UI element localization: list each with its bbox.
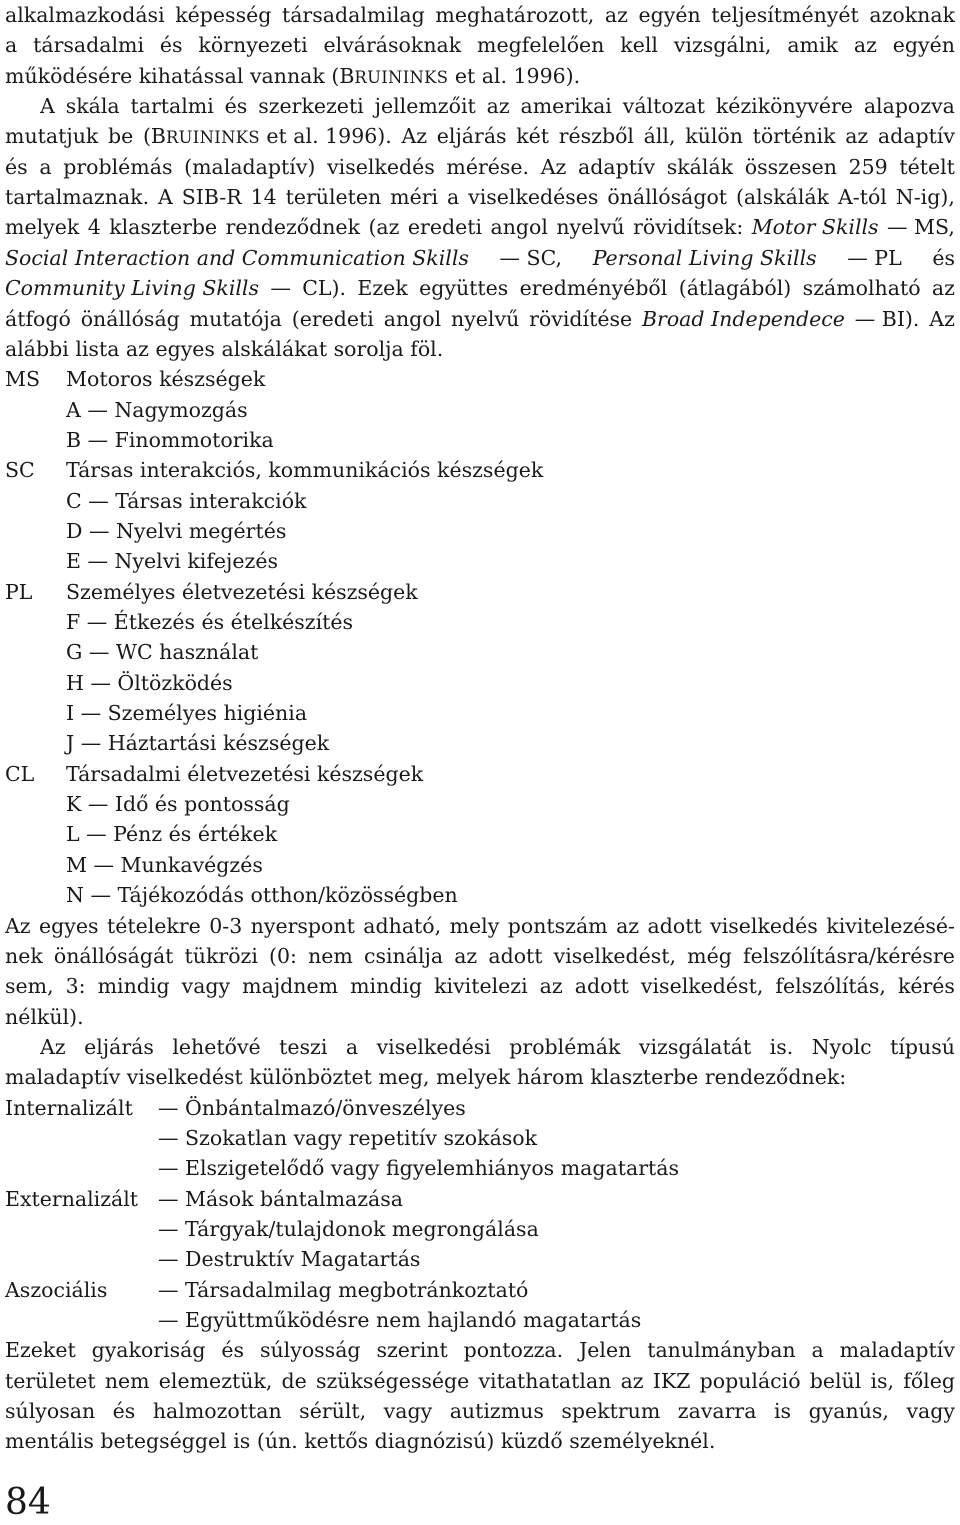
word: és <box>932 246 955 270</box>
word: és <box>112 1399 136 1423</box>
author-citation: (BRUININKS et al. 1996). <box>142 124 392 148</box>
word: be <box>108 124 134 148</box>
text-line <box>5 1396 955 1426</box>
word: alkalmazkodási <box>5 3 165 27</box>
word: adaptív <box>877 124 955 148</box>
word: melyek <box>5 215 80 239</box>
word: angol <box>383 307 442 331</box>
word: rövidítsek: <box>633 215 744 239</box>
text-line: nélkül). <box>5 1005 84 1029</box>
subscale-item: H — Öltözködés <box>66 671 233 695</box>
text-line <box>5 243 955 273</box>
word: gyanús, <box>808 1399 889 1423</box>
word: vagy <box>181 974 231 998</box>
word: elemeztük, <box>158 1369 273 1393</box>
word: viselkedést, <box>553 944 677 968</box>
word: súlyosság <box>259 1338 361 1362</box>
italic-term: Personal Living Skills <box>592 246 817 270</box>
word: zavarra <box>677 1399 757 1423</box>
word: IKZ <box>652 1369 691 1393</box>
subscale-item: F — Étkezés és ételkészítés <box>66 610 354 634</box>
word: lehetővé <box>172 1035 261 1059</box>
word: az <box>620 1369 644 1393</box>
word: és <box>5 155 28 179</box>
word: mindig <box>350 974 423 998</box>
word: mutatója <box>189 307 282 331</box>
word: klaszterbe <box>109 215 218 239</box>
word: viselkedést, <box>640 974 764 998</box>
word: egyén <box>638 3 701 27</box>
word: is. <box>769 1035 794 1059</box>
cluster-item: — Önbántalmazó/önveszélyes <box>158 1096 466 1120</box>
word: rövidítése <box>529 307 633 331</box>
word: tükrözi <box>184 944 258 968</box>
word: Az <box>929 307 955 331</box>
word: — <box>270 276 291 300</box>
word: adható, <box>363 914 442 938</box>
cluster-label: Aszociális <box>5 1278 108 1302</box>
word: áll, <box>643 124 676 148</box>
subscale-name: Motoros készségek <box>66 367 266 391</box>
word: gyakoriság <box>91 1338 206 1362</box>
word: az <box>616 914 640 938</box>
word: és <box>224 94 248 118</box>
subscale-code: PL <box>5 580 33 604</box>
word: (az <box>368 215 400 239</box>
cluster-item: — Tárgyak/tulajdonok megrongálása <box>158 1217 539 1241</box>
cluster-item: — Destruktív Magatartás <box>158 1247 421 1271</box>
word: Jelen <box>579 1338 632 1362</box>
word: társadalmilag <box>281 3 425 27</box>
word: tartalmi <box>130 94 214 118</box>
word: (eredeti <box>291 307 374 331</box>
word: viselkedés <box>327 155 435 179</box>
word: mutatjuk <box>5 124 99 148</box>
word: adott <box>647 914 702 938</box>
word: a <box>345 1035 359 1059</box>
word: skála <box>65 94 120 118</box>
cluster-label: Externalizált <box>5 1187 139 1211</box>
word: Ezek <box>357 276 408 300</box>
text-line <box>40 91 955 121</box>
word: az <box>486 94 510 118</box>
word: az <box>604 3 628 27</box>
subscale-item: K — Idő és pontosság <box>66 792 290 816</box>
word: is <box>773 1399 792 1423</box>
italic-term: Social Interaction and Communication Skills <box>5 246 469 270</box>
word: az <box>845 124 869 148</box>
page-number: 84 <box>5 1482 51 1523</box>
subscale-item: B — Finommotorika <box>66 428 274 452</box>
subscale-code: SC <box>5 458 35 482</box>
word: (átlagából) <box>678 276 792 300</box>
word: tételt <box>899 155 955 179</box>
word: adaptív <box>578 155 656 179</box>
word: két <box>516 124 550 148</box>
word: teszi <box>279 1035 328 1059</box>
word: pontozza. <box>463 1338 564 1362</box>
word: önállóságát <box>53 944 174 968</box>
word: szerkezeti <box>258 94 364 118</box>
word: szerint <box>376 1338 448 1362</box>
word: típusú <box>890 1035 955 1059</box>
word: Nyolc <box>811 1035 872 1059</box>
word: külön <box>685 124 743 148</box>
word: átfogó <box>5 307 71 331</box>
word: mérése. <box>446 155 530 179</box>
text-line: működésére kihatással vannak (BRUININKS et al. 1996). <box>5 64 581 88</box>
word: halmozottan <box>152 1399 282 1423</box>
word: önállóság <box>80 307 180 331</box>
word: Az <box>401 124 428 148</box>
word: nyelvű <box>451 307 520 331</box>
text-line <box>5 212 955 242</box>
word: nyelvű <box>556 215 625 239</box>
word: kell <box>620 33 658 57</box>
word: a <box>5 33 18 57</box>
word: sérült, <box>299 1399 367 1423</box>
word: nem <box>308 944 353 968</box>
subscale-item: I — Személyes higiénia <box>66 701 308 725</box>
text-line: mentális betegséggel is (ún. kettős diagnózisú) küzdő személyeknél. <box>5 1429 716 1453</box>
text-line <box>5 941 955 971</box>
italic-term: Motor Skills <box>751 215 879 239</box>
word: teljesítményét <box>711 3 859 27</box>
word: (maladaptív) <box>184 155 316 179</box>
word: azoknak <box>869 3 955 27</box>
word: populáció <box>699 1369 801 1393</box>
text-line <box>5 911 955 941</box>
author-citation: BRUININKS et al. 1996). <box>339 64 581 88</box>
text-line: maladaptív viselkedést különböztet meg, melyek három klaszterbe rendeződnek: <box>5 1065 847 1089</box>
word: vizsgálni, <box>673 33 772 57</box>
word: a <box>811 1338 824 1362</box>
word: tartalmaznak. <box>5 185 150 209</box>
word: de <box>281 1369 307 1393</box>
word: megfelelően <box>477 33 605 57</box>
word: történik <box>752 124 836 148</box>
text-line <box>5 152 955 182</box>
word: maladaptív <box>839 1338 955 1362</box>
word: adott <box>574 974 629 998</box>
word: skálák <box>666 155 734 179</box>
word: (0: <box>269 944 297 968</box>
cluster-item: — Társadalmilag megbotránkoztató <box>158 1278 529 1302</box>
word: Ezeket <box>5 1338 76 1362</box>
word: tanulmányban <box>647 1338 796 1362</box>
text-line <box>5 182 955 212</box>
word: eljárás <box>84 1035 154 1059</box>
word: viselkedési <box>376 1035 491 1059</box>
word: az <box>931 276 955 300</box>
word: összesen <box>744 155 837 179</box>
word: mindig <box>97 974 170 998</box>
word: kézikönyvére <box>715 94 853 118</box>
cluster-item: — Mások bántalmazása <box>158 1187 404 1211</box>
subscale-item: C — Társas interakciók <box>66 489 307 513</box>
word: adott <box>488 944 543 968</box>
word: — MS, <box>887 215 955 239</box>
subscale-name: Társas interakciós, kommunikációs készségek <box>66 458 544 482</box>
word: jellemzőit <box>374 94 476 118</box>
word: területet <box>5 1369 96 1393</box>
subscale-code: CL <box>5 762 35 786</box>
word: (alskálák <box>735 185 830 209</box>
text-line <box>5 1366 955 1396</box>
word: társadalmi <box>33 33 145 57</box>
word: a <box>446 185 460 209</box>
word: Az <box>5 914 31 938</box>
word: elvárásoknak <box>323 33 462 57</box>
word: környezeti <box>198 33 308 57</box>
cluster-label: Internalizált <box>5 1096 133 1120</box>
word: felszólítás, <box>775 974 886 998</box>
word: vagy <box>906 1399 955 1423</box>
word: autizmus <box>449 1399 544 1423</box>
word: együttes <box>419 276 509 300</box>
italic-term: Broad Independece <box>641 307 845 331</box>
word: 0-3 <box>209 914 243 938</box>
word: még <box>687 944 732 968</box>
word: viselkedés <box>710 914 818 938</box>
subscale-item: D — Nyelvi megértés <box>66 519 287 543</box>
word: CL). <box>302 276 347 300</box>
word: sem, <box>5 974 54 998</box>
word: nek <box>5 944 43 968</box>
word: 259 <box>848 155 888 179</box>
word: nyerspont <box>250 914 355 938</box>
word: pontszám <box>507 914 608 938</box>
word: SIB-R <box>181 185 242 209</box>
word: kivitelezésé- <box>826 914 955 938</box>
word: viselkedéses <box>468 185 599 209</box>
word: változat <box>622 94 705 118</box>
word: tételekre <box>106 914 201 938</box>
word: főleg <box>903 1369 955 1393</box>
subscale-code: MS <box>5 367 41 391</box>
word: A <box>158 185 173 209</box>
word: — SC, <box>499 246 563 270</box>
word: területen <box>285 185 382 209</box>
subscale-item: J — Háztartási készségek <box>66 731 330 755</box>
word: kivitelezi <box>434 974 528 998</box>
word: egyén <box>892 33 955 57</box>
subscale-item: M — Munkavégzés <box>66 853 263 877</box>
word: eredményéből <box>519 276 668 300</box>
word: a <box>39 155 52 179</box>
word: amik <box>787 33 838 57</box>
word: alapozva <box>863 94 955 118</box>
text-line <box>5 30 955 60</box>
word: számolható <box>802 276 921 300</box>
word: amerikai <box>520 94 612 118</box>
subscale-item: G — WC használat <box>66 640 259 664</box>
word: 14 <box>250 185 277 209</box>
word: 4 <box>87 215 101 239</box>
text-line <box>5 304 955 334</box>
word: N-ig), <box>895 185 955 209</box>
word: egyes <box>39 914 99 938</box>
word: és <box>221 1338 245 1362</box>
subscale-item: L — Pénz és értékek <box>66 822 278 846</box>
word: A-tól <box>838 185 887 209</box>
word: az <box>853 33 877 57</box>
cluster-item: — Elszigetelődő vagy figyelemhiányos magatartás <box>158 1156 679 1180</box>
word: — PL <box>847 246 902 270</box>
italic-term: Community Living Skills <box>5 276 260 300</box>
word: mely <box>449 914 500 938</box>
word: is, <box>870 1369 895 1393</box>
word: eredeti <box>407 215 483 239</box>
word: Az <box>540 155 567 179</box>
word: A <box>40 94 55 118</box>
word: felszólításra/kérésre <box>742 944 955 968</box>
word: részből <box>558 124 634 148</box>
word: meghatározott, <box>435 3 595 27</box>
word: 3: <box>65 974 86 998</box>
word: kérés <box>897 974 955 998</box>
word: spektrum <box>561 1399 661 1423</box>
word: és <box>159 33 183 57</box>
word: súlyosan <box>5 1399 96 1423</box>
text-line: alábbi lista az egyes alskálákat sorolja föl. <box>5 337 444 361</box>
word: szükségessége <box>315 1369 470 1393</box>
word: Az <box>40 1035 66 1059</box>
cluster-item: — Együttműködésre nem hajlandó magatartás <box>158 1308 642 1332</box>
word: az <box>454 944 478 968</box>
word: az <box>539 974 563 998</box>
word: problémás <box>63 155 173 179</box>
cluster-item: — Szokatlan vagy repetitív szokások <box>158 1126 538 1150</box>
subscale-name: Társadalmi életvezetési készségek <box>66 762 424 786</box>
word: csinálja <box>363 944 444 968</box>
word: angol <box>490 215 548 239</box>
word: — BI). <box>854 307 920 331</box>
word: problémák <box>509 1035 621 1059</box>
word: méri <box>390 185 439 209</box>
text-line <box>5 273 955 303</box>
word: nem <box>104 1369 150 1393</box>
text-line <box>40 1032 955 1062</box>
word: vagy <box>383 1399 433 1423</box>
subscale-name: Személyes életvezetési készségek <box>66 580 418 604</box>
text-line <box>5 1335 955 1365</box>
word: képesség <box>175 3 272 27</box>
word: majdnem <box>242 974 339 998</box>
subscale-item: N — Tájékozódás otthon/közösségben <box>66 883 458 907</box>
text-line <box>5 0 955 30</box>
word: eljárás <box>436 124 507 148</box>
word: vizsgálatát <box>638 1035 752 1059</box>
word: önállóságot <box>607 185 728 209</box>
text-line <box>5 121 955 151</box>
word: vitathatatlan <box>478 1369 612 1393</box>
word: belül <box>809 1369 862 1393</box>
subscale-item: E — Nyelvi kifejezés <box>66 549 278 573</box>
word: rendeződnek <box>225 215 360 239</box>
text-line <box>5 971 955 1001</box>
subscale-item: A — Nagymozgás <box>66 398 248 422</box>
